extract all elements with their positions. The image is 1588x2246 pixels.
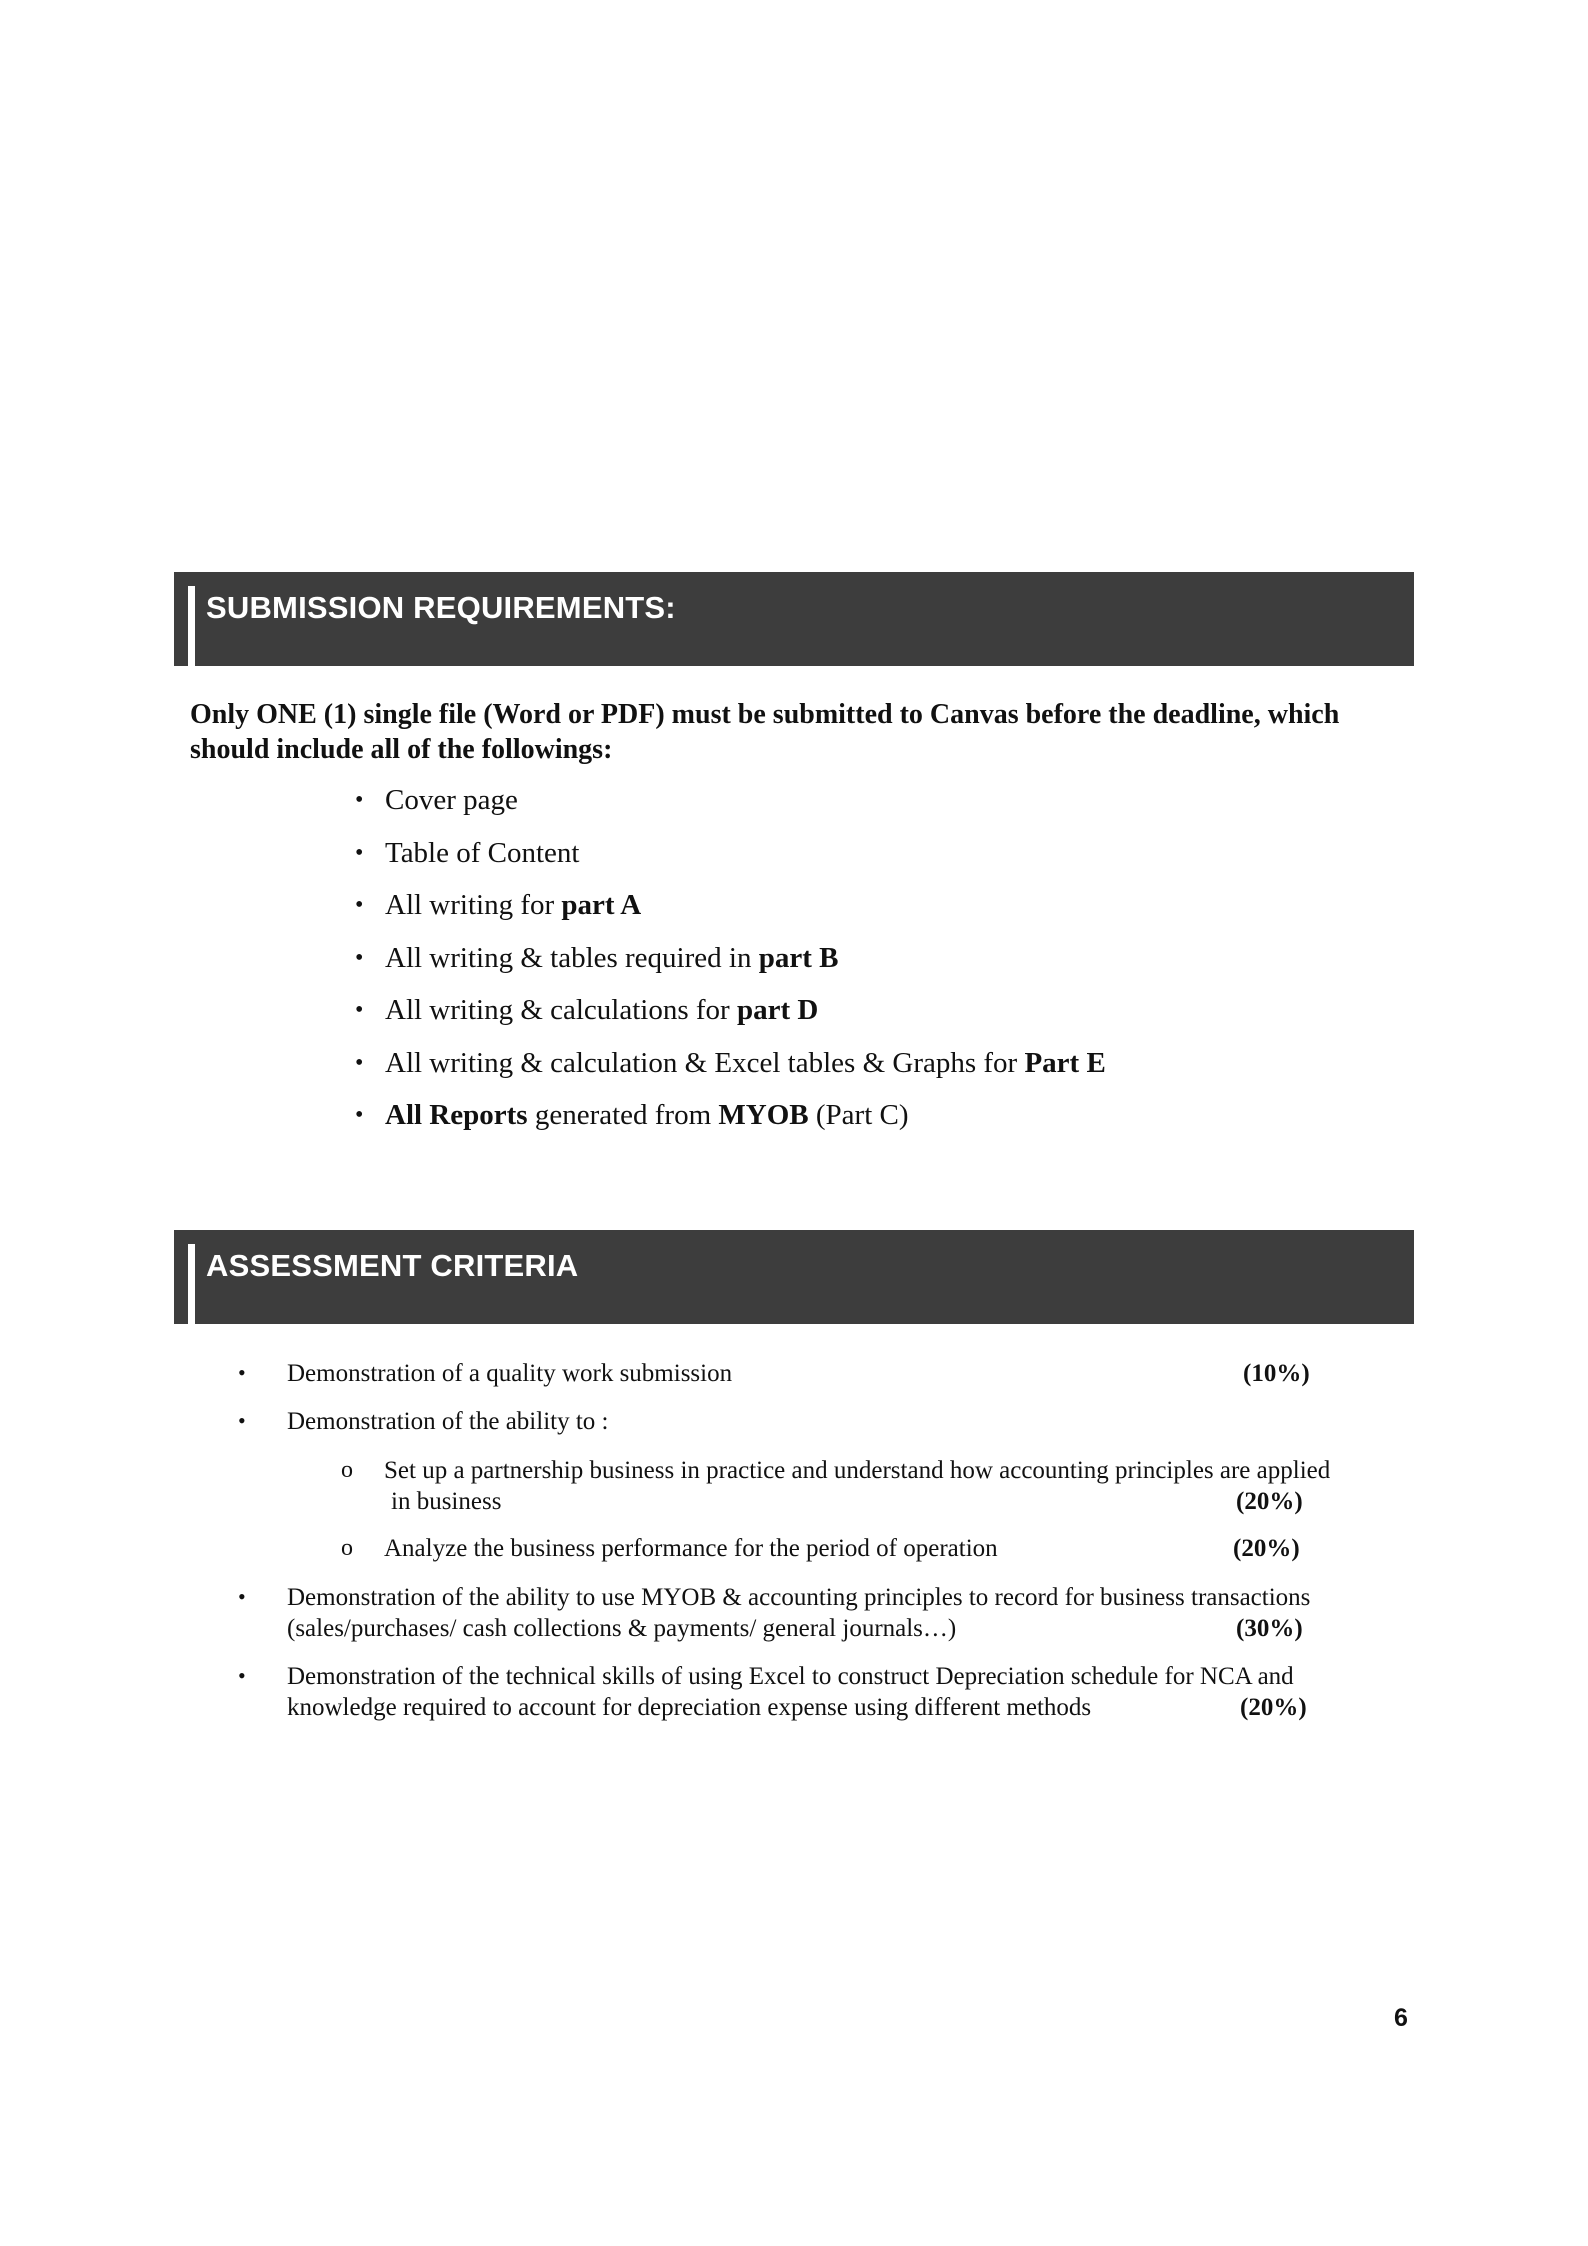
bullet-icon: • bbox=[355, 944, 364, 971]
bullet-icon: • bbox=[355, 839, 364, 866]
criterion-quality-submission: • Demonstration of a quality work submission bbox=[287, 1358, 732, 1389]
sub-criterion-performance: o Analyze the business performance for the period of operation bbox=[341, 1535, 998, 1562]
bullet-icon: • bbox=[238, 1408, 246, 1433]
header-accent-bar bbox=[188, 1244, 195, 1324]
sub-criterion-partnership: o Set up a partnership business in practice and understand how accounting principles are applied in business bbox=[341, 1457, 1331, 1515]
list-item: • All writing & calculations for part D bbox=[355, 990, 1106, 1043]
criterion-weight: (20%) bbox=[1240, 1694, 1307, 1721]
criterion-weight: (10%) bbox=[1243, 1360, 1310, 1387]
list-item: • Table of Content bbox=[355, 833, 1106, 886]
criterion-excel-depreciation: • Demonstration of the technical skills of using Excel to construct Depreciation schedule for NCA and knowledge required to account for depreciation expense using different methods bbox=[287, 1661, 1294, 1723]
page-number: 6 bbox=[1394, 2004, 1408, 2032]
bullet-icon: • bbox=[238, 1584, 246, 1609]
bullet-icon: • bbox=[238, 1663, 246, 1688]
list-item: • Cover page bbox=[355, 780, 1106, 833]
circle-bullet-icon: o bbox=[341, 1535, 353, 1561]
list-item: • All writing & calculation & Excel tables & Graphs for Part E bbox=[355, 1043, 1106, 1096]
circle-bullet-icon: o bbox=[341, 1457, 353, 1483]
criterion-weight: (20%) bbox=[1233, 1535, 1300, 1562]
bullet-icon: • bbox=[355, 1102, 364, 1128]
list-item: • All Reports generated from MYOB (Part C) bbox=[355, 1095, 1106, 1148]
assessment-criteria-header bbox=[174, 1230, 1414, 1324]
criterion-myob: • Demonstration of the ability to use MYOB & accounting principles to record for business transactions (sales/purchases/ cash collections & payments/ general journals…) bbox=[287, 1582, 1310, 1644]
criterion-weight: (20%) bbox=[1236, 1488, 1303, 1515]
bullet-icon: • bbox=[355, 1049, 364, 1076]
submission-requirements-title: SUBMISSION REQUIREMENTS: bbox=[206, 590, 676, 625]
assessment-criteria-title: ASSESSMENT CRITERIA bbox=[206, 1248, 579, 1283]
submission-requirements-list bbox=[355, 780, 1106, 1148]
submission-requirements-header bbox=[174, 572, 1414, 666]
list-item: • All writing & tables required in part B bbox=[355, 938, 1106, 991]
bullet-icon: • bbox=[355, 787, 364, 813]
criterion-ability: • Demonstration of the ability to : bbox=[287, 1406, 608, 1437]
bullet-icon: • bbox=[355, 892, 364, 918]
header-accent-bar bbox=[188, 586, 195, 666]
submission-intro: Only ONE (1) single file (Word or PDF) must be submitted to Canvas before the deadline, which should include all of the followings: bbox=[190, 699, 1340, 765]
bullet-icon: • bbox=[238, 1360, 246, 1385]
criterion-weight: (30%) bbox=[1236, 1615, 1303, 1642]
list-item: • All writing for part A bbox=[355, 885, 1106, 938]
bullet-icon: • bbox=[355, 997, 364, 1023]
